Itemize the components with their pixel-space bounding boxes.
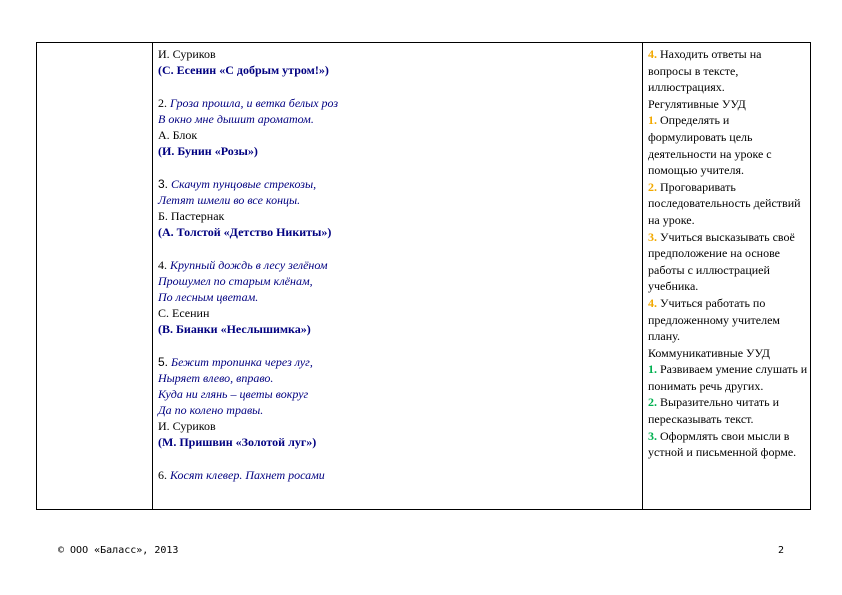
poem-line: Куда ни глянь – цветы вокруг (158, 387, 309, 401)
poem-line: Прошумел по старым клёнам, (158, 274, 313, 288)
poem-number: 3. (158, 177, 169, 191)
poem-line: Да по колено травы. (158, 403, 264, 417)
skill-item: 3. Учиться высказывать своё предположение на основе работы с иллюстрацией учебника. (648, 229, 795, 294)
table-border-right (810, 43, 811, 509)
poem-number: 4. (158, 258, 167, 272)
poems-column (158, 46, 638, 483)
page-number: 2 (778, 545, 785, 556)
poem-author: И. Суриков (158, 419, 216, 433)
column-divider-1 (152, 43, 153, 509)
lesson-table (36, 42, 811, 510)
poem-author: С. Есенин (158, 306, 210, 320)
poem-author: Б. Пастернак (158, 209, 225, 223)
poem-line: 3. Скачут пунцовые стрекозы, (158, 177, 317, 191)
poem-source: (А. Толстой «Детство Никиты») (158, 225, 332, 239)
skills-column (648, 46, 808, 461)
column-divider-2 (642, 43, 643, 509)
poem-line: По лесным цветам. (158, 290, 259, 304)
skill-item: 2. Проговаривать последовательность действий на уроке. (648, 179, 801, 227)
poem-line: В окно мне дышит ароматом. (158, 112, 314, 126)
poem-line: 6. Косят клевер. Пахнет росами (158, 468, 325, 482)
poem-source: (М. Пришвин «Золотой луг») (158, 435, 317, 449)
skill-item: 1. Развиваем умение слушать и понимать речь других. (648, 362, 808, 393)
skill-item: 3. Оформлять свои мысли в устной и письменной форме. (648, 428, 797, 460)
poem-number: 6. (158, 468, 167, 482)
poem-number: 2. (158, 96, 167, 110)
poem-line: 4. Крупный дождь в лесу зелёном (158, 258, 328, 272)
regulatory-heading: Регулятивные УУД (648, 96, 746, 111)
poem-line: Ныряет влево, вправо. (158, 371, 274, 385)
skill-item: 2. Выразительно читать и пересказывать текст. (648, 395, 780, 427)
poem-source: (И. Бунин «Розы») (158, 144, 258, 158)
skill-item: 4. Находить ответы на вопросы в тексте, иллюстрациях. (648, 47, 762, 95)
poem-author: А. Блок (158, 128, 198, 142)
skill-item: 1. Определять и формулировать цель деятельности на уроке с помощью учителя. (648, 113, 772, 178)
table-border-left (36, 43, 37, 509)
communicative-heading: Коммуникативные УУД (648, 345, 770, 360)
footer-copyright: © ООО «Баласс», 2013 (58, 545, 179, 556)
poem-source: (В. Бианки «Неслышимка») (158, 322, 311, 336)
poem-source: (С. Есенин «С добрым утром!») (158, 63, 329, 77)
poem-line: 2. Гроза прошла, и ветка белых роз (158, 96, 339, 110)
poem-number: 5. (158, 355, 169, 369)
poem-line: 5. Бежит тропинка через луг, (158, 355, 313, 369)
poem-author: И. Суриков (158, 47, 216, 61)
skill-item: 4. Учиться работать по предложенному учителем плану. (648, 295, 780, 344)
poem-line: Летят шмели во все концы. (158, 193, 301, 207)
